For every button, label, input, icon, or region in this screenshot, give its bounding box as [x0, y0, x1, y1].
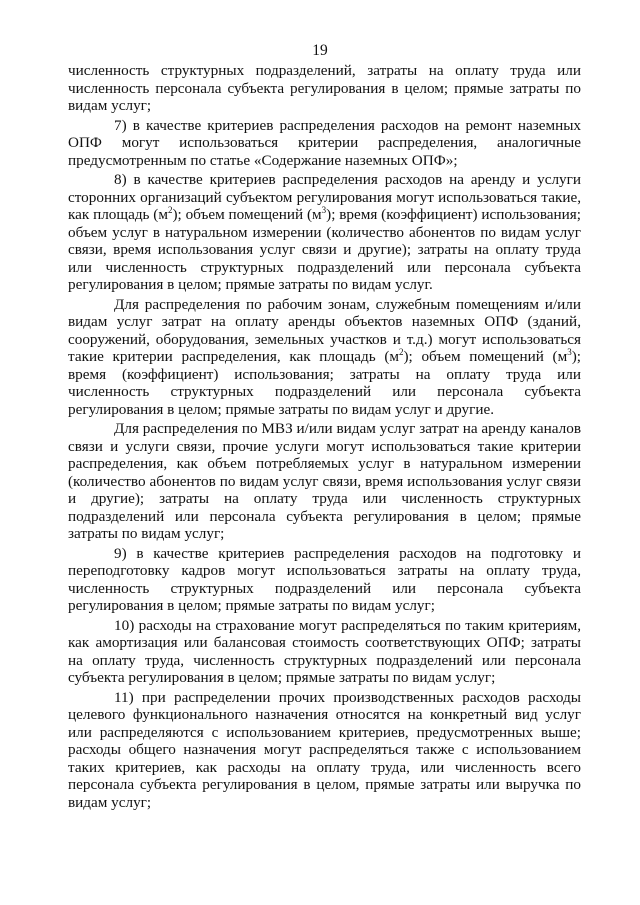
paragraph-item-11: 11) при распределении прочих производственных расходов расходы целевого функционального назначения относятся на конкретный вид услуг или распределяются с использованием критериев, предусмотренных выше; расходы общего назначения могут распределяться также с использованием таких критериев, как расходы на оплату труда, или численность всего персонала субъекта регулирования в целом, прямые затраты или выручка по видам услуг;: [68, 688, 581, 811]
paragraph-item-9: 9) в качестве критериев распределения расходов на подготовку и переподготовку кадров могут использоваться затраты на оплату труда, численность структурных подразделений или персонала субъекта регулирования в целом; прямые затраты по видам услуг;: [68, 544, 581, 614]
document-body: [68, 62, 581, 813]
paragraph-work-zones-part3: ); время (коэффициент) использования; затраты на оплату труда или численность структурных подразделений или персонала субъекта регулирования в целом; прямые затраты по видам услуг и другие.: [68, 348, 581, 418]
paragraph-item-7: 7) в качестве критериев распределения расходов на ремонт наземных ОПФ могут использоваться критерии распределения, аналогичные предусмотренным по статье «Содержание наземных ОПФ»;: [68, 116, 581, 169]
superscript-volume: 3: [567, 346, 572, 357]
paragraph-item-8-part3: ); время (коэффициент) использования; объем услуг в натуральном измерении (количество абонентов по видам услуг связи, время использования услуг связи и другие); затраты на оплату труда или численность структурных подразделений или персонала субъекта регулирования в целом; прямые затраты по видам услуг.: [68, 206, 581, 293]
paragraph-work-zones-part1: Для распределения по рабочим зонам, служебным помещениям и/или видам услуг затрат на оплату аренды объектов наземных ОПФ (зданий, сооружений, оборудования, земельных участков и т.д.) могут использоваться такие критерии распределения, как площадь (м: [68, 295, 581, 365]
paragraph-continued: численность структурных подразделений, затраты на оплату труда или численность персонала субъекта регулирования в целом; прямые затраты по видам услуг;: [68, 62, 581, 114]
page-number: 19: [312, 42, 328, 59]
paragraph-mvz: Для распределения по МВЗ и/или видам услуг затрат на аренду каналов связи и услуги связи, прочие услуги могут использоваться такие критерии распределения, как объем потребляемых услуг в натуральном измерении (количество абонентов по видам услуг связи, время использования услуг связи и другие); затраты на оплату труда или численность структурных подразделений или персонала субъекта регулирования в целом; прямые затраты по видам услуг;: [68, 420, 581, 542]
superscript-area: 2: [399, 346, 404, 357]
paragraph-item-8: [68, 171, 581, 294]
superscript-volume: 3: [321, 204, 327, 215]
paragraph-work-zones-part2: ); объем помещений (м: [403, 348, 568, 365]
paragraph-item-8-part2: ); объем помещений (м: [172, 206, 322, 223]
paragraph-item-8-part1: 8) в качестве критериев распределения расходов на аренду и услуги сторонних организаций субъектом регулирования могут использоваться такие, как площадь (м: [68, 171, 581, 223]
superscript-area: 2: [167, 204, 173, 215]
paragraph-item-10: 10) расходы на страхование могут распределяться по таким критериям, как амортизация или балансовая стоимость соответствующих ОПФ; затраты на оплату труда, численность структурных подразделений или персонала субъекта регулирования в целом; прямые затраты по видам услуг;: [68, 616, 581, 686]
paragraph-work-zones: [68, 296, 581, 419]
